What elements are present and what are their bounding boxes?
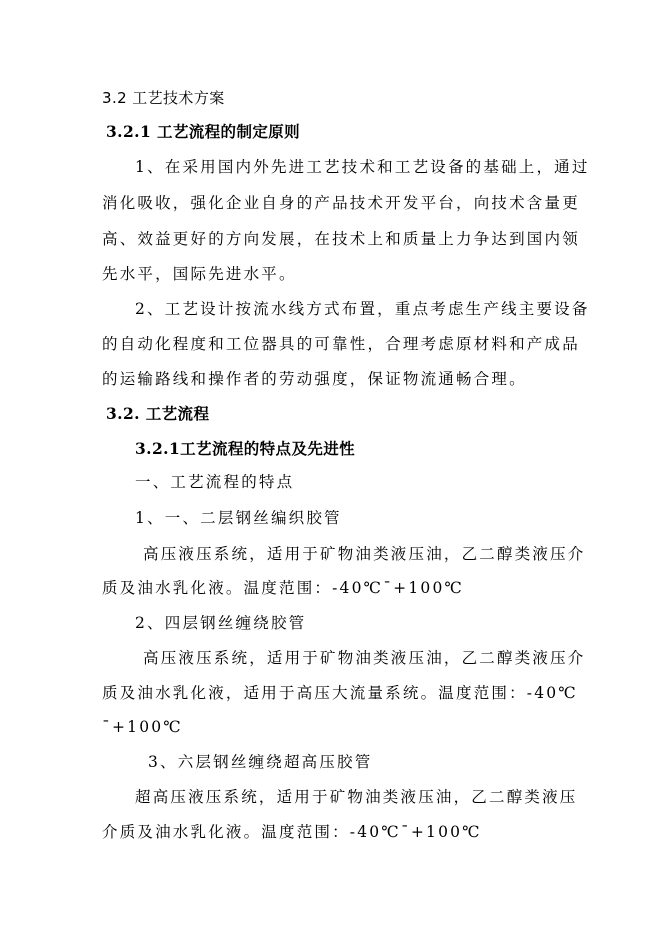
section-title: 3.2 工艺技术方案 [102,89,225,107]
paragraph-line: 的自动化程度和工位器具的可靠性，合理考虑原材料和产成品 [102,335,580,353]
paragraph-line: 介质及油水乳化液。温度范围：-40℃¯+100℃ [102,823,482,841]
item-title: 1、一、二层钢丝编织胶管 [135,509,342,527]
sub-heading-features: 3.2.1工艺流程的特点及先进性 [135,439,356,458]
paragraph-line: 的运输路线和操作者的劳动强度，保证物流通畅合理。 [102,370,527,388]
paragraph-line: 质及油水乳化液。温度范围：-40℃¯+100℃ [102,579,465,597]
paragraph-line: 高压液压系统，适用于矿物油类液压油，乙二醇类液压介 [143,545,586,563]
paragraph-line: 超高压液压系统，适用于矿物油类液压油，乙二醇类液压 [135,788,578,806]
paragraph-line: 1、在采用国内外先进工艺技术和工艺设备的基础上，通过 [135,158,590,176]
subsection-heading-process: 3.2. 工艺流程 [106,404,210,423]
paragraph-line: 先水平，国际先进水平。 [102,265,297,283]
paragraph-line: 消化吸收，强化企业自身的产品技术开发平台，向技术含量更 [102,194,580,212]
paragraph-line: ¯+100℃ [102,718,183,736]
paragraph-line: 高压液压系统，适用于矿物油类液压油，乙二醇类液压介 [143,649,586,667]
paragraph-line: 质及油水乳化液，适用于高压大流量系统。温度范围：-40℃ [102,684,578,702]
item-title: 3、六层钢丝缠绕超高压胶管 [148,753,373,771]
point-heading: 一、工艺流程的特点 [135,473,295,491]
paragraph-line: 2、工艺设计按流水线方式布置，重点考虑生产线主要设备 [135,300,590,318]
subsection-heading-principles: 3.2.1 工艺流程的制定原则 [106,122,301,141]
paragraph-line: 高、效益更好的方向发展，在技术上和质量上力争达到国内领 [102,230,580,248]
item-title: 2、四层钢丝缠绕胶管 [135,614,307,632]
